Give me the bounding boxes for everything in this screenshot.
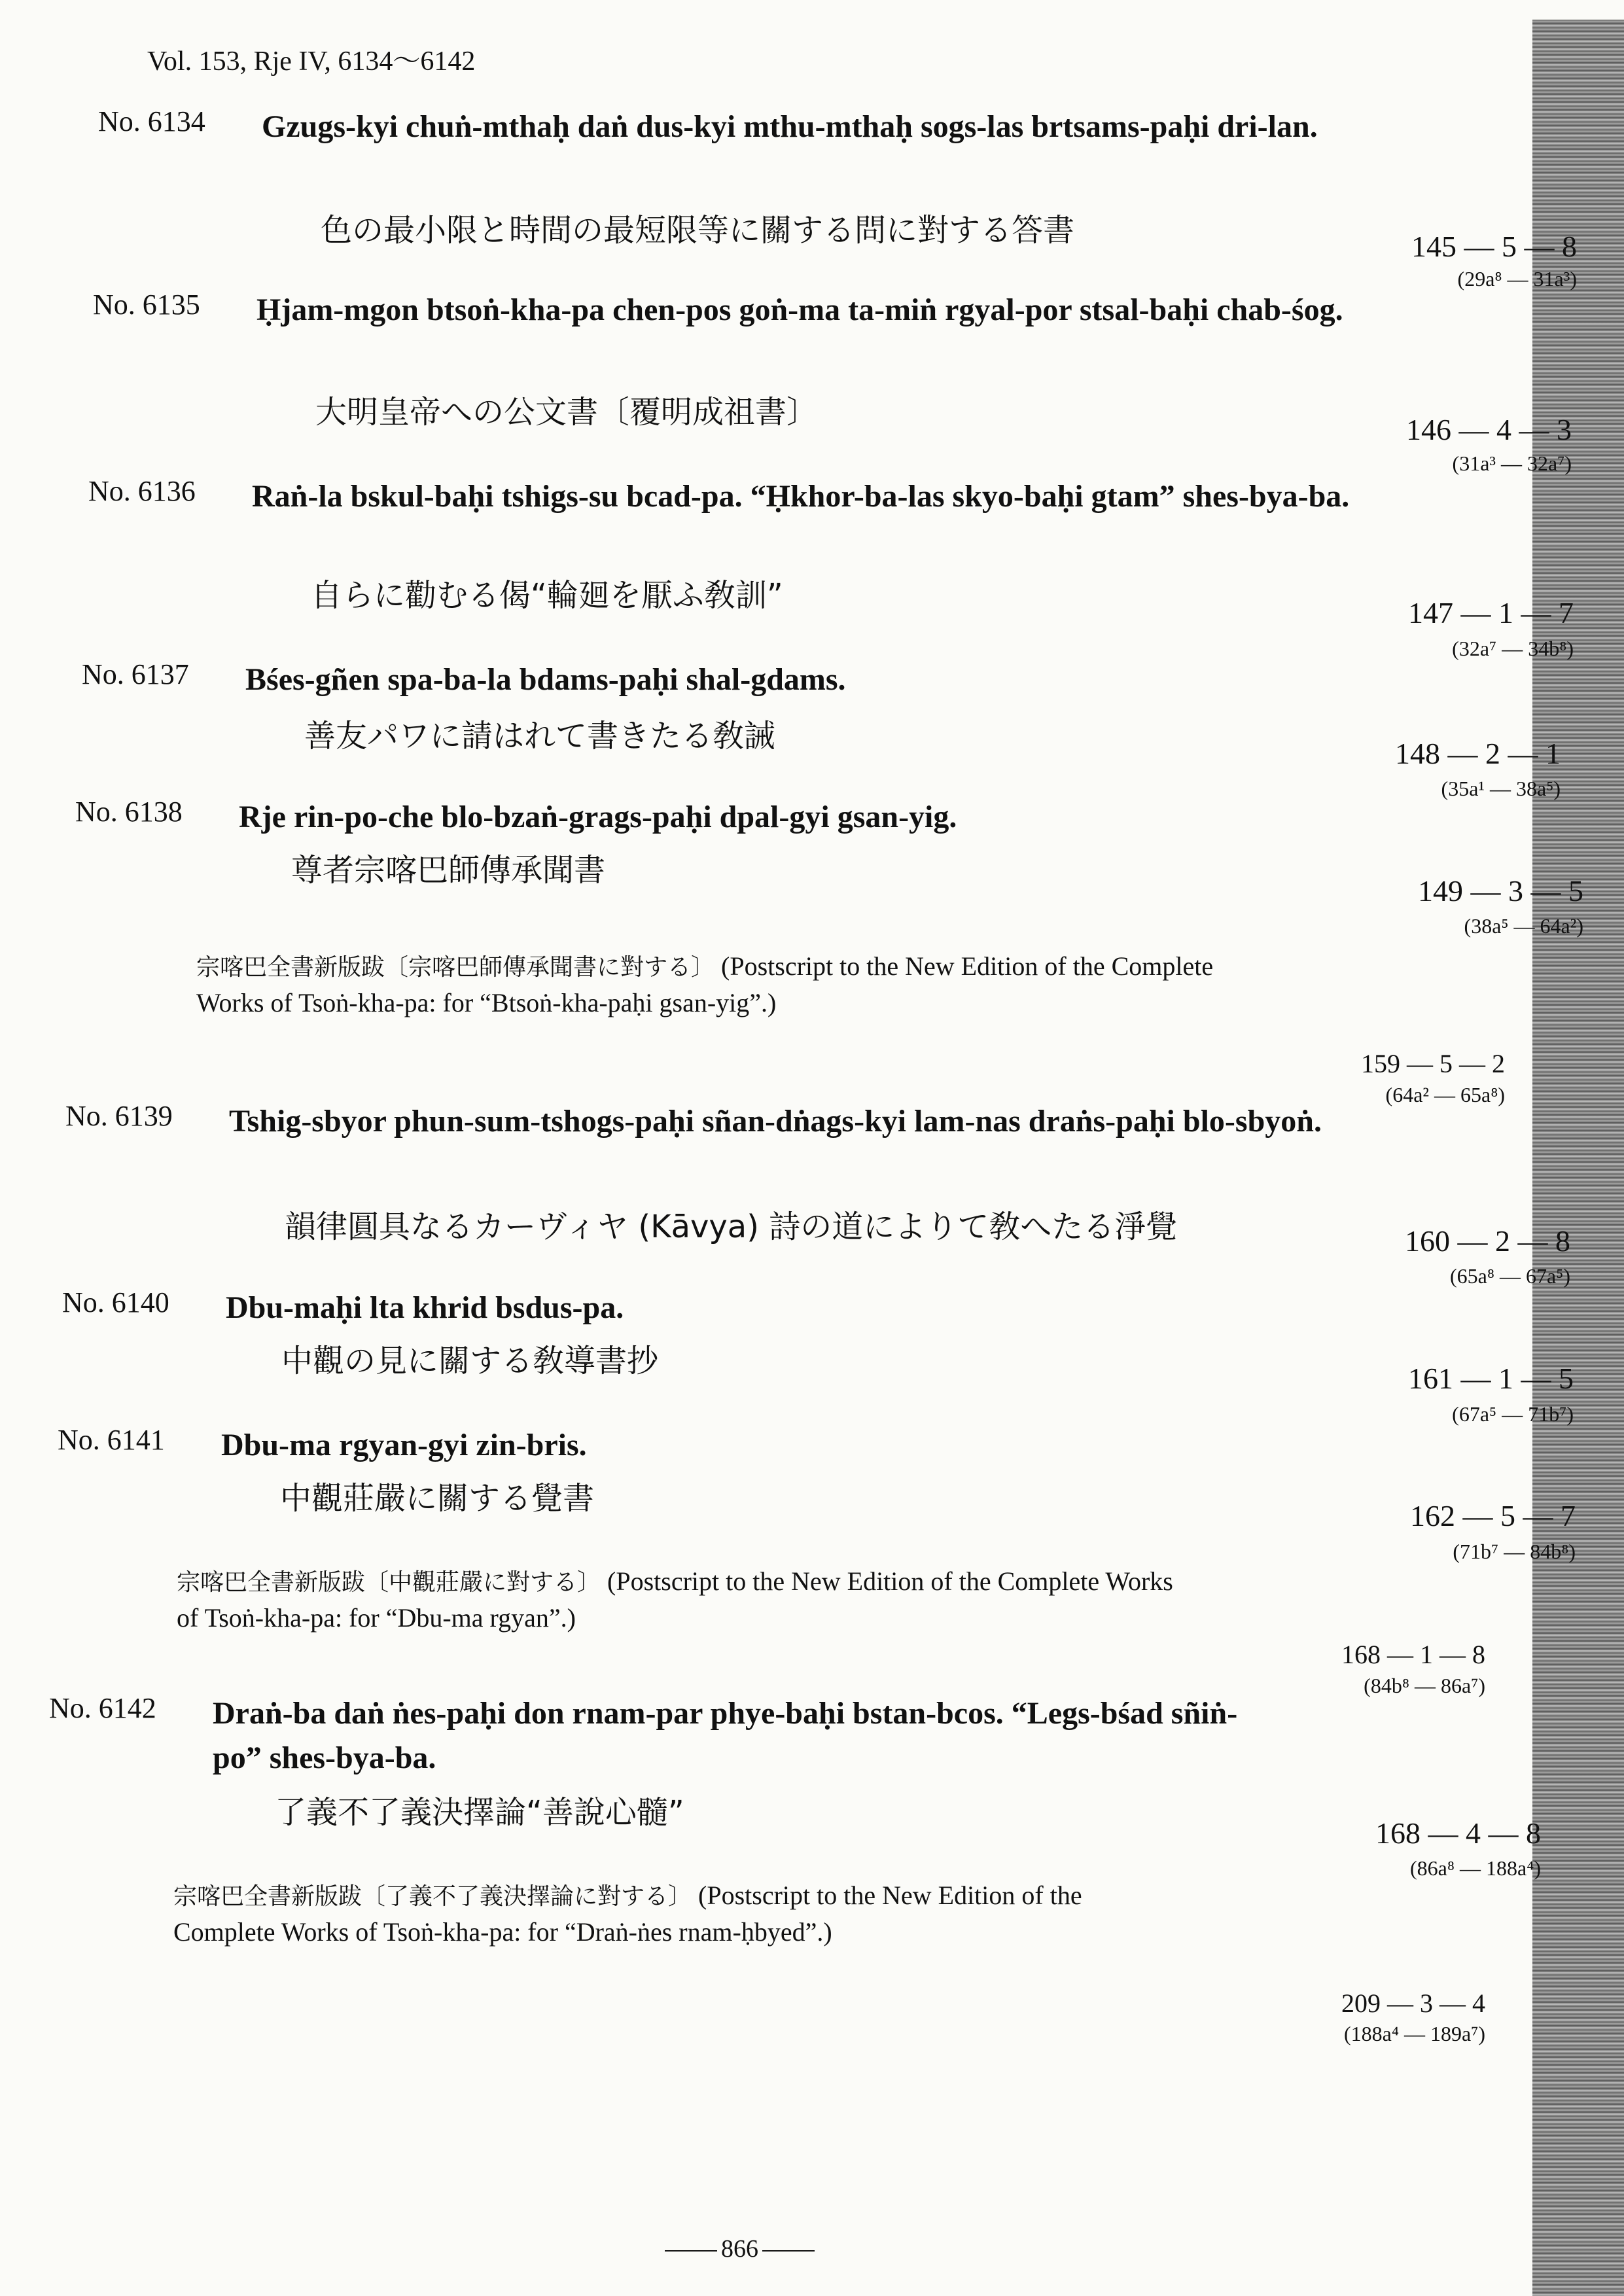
- postscript-pages: (64a² — 65a⁸): [1385, 1083, 1505, 1106]
- entry-ref: 146 — 4 — 3: [1406, 413, 1572, 446]
- entry-pages: (35a¹ — 38a⁵): [1441, 777, 1561, 800]
- footer-dash-right: [762, 2250, 815, 2252]
- entry-number: No. 6139: [65, 1100, 173, 1132]
- entry-title: Draṅ-ba daṅ ṅes-paḥi don rnam-par phye-baḥi bstan-bcos. “Legs-bśad sñiṅ-po” shes-bya-ba.: [213, 1696, 1238, 1775]
- entry-japanese-title: 大明皇帝への公文書〔覆明成祖書〕: [315, 394, 819, 431]
- volume-header: Vol. 153, Rje IV, 6134～6142: [147, 46, 476, 77]
- entry-number: No. 6137: [82, 658, 189, 690]
- postscript-english: (Postscript to the New Edition of the Complete Works of Tsoṅ-kha-pa: for “Dbu-ma rgyan”.): [177, 1566, 1173, 1633]
- entry-title: Dbu-ma rgyan-gyi zin-bris.: [221, 1428, 587, 1462]
- entry-japanese-title: 色の最小限と時間の最短限等に關する問に對する答書: [321, 212, 1075, 249]
- entry-number: No. 6138: [75, 796, 183, 828]
- postscript-ref: 159 — 5 — 2: [1361, 1049, 1505, 1078]
- postscript-japanese: 宗喀巴全書新版跋〔中觀莊嚴に對する〕: [177, 1569, 601, 1596]
- entry-ref: 161 — 1 — 5: [1408, 1362, 1574, 1395]
- entry-title: Ḥjam-mgon btsoṅ-kha-pa chen-pos goṅ-ma ta-miṅ rgyal-por stsal-baḥi chab-śog.: [256, 292, 1343, 327]
- postscript-6138: [196, 949, 1217, 1021]
- entry-number: No. 6141: [58, 1424, 165, 1456]
- entry-number: No. 6135: [93, 289, 200, 321]
- postscript-english: (Postscript to the New Edition of the Complete Works of Tsoṅ-kha-pa: for “Btsoṅ-kha-paḥi gsan-yig”.): [196, 951, 1214, 1017]
- entry-title: Gzugs-kyi chuṅ-mthaḥ daṅ dus-kyi mthu-mthaḥ sogs-las brtsams-paḥi dri-lan.: [262, 109, 1318, 144]
- entry-japanese-title: 善友パワに請はれて書きたる敎誡: [304, 718, 776, 754]
- entry-title: Dbu-maḥi lta khrid bsdus-pa.: [226, 1290, 624, 1325]
- entry-japanese-title: 尊者宗喀巴師傳承聞書: [291, 852, 606, 889]
- entry-japanese-title: 自らに勸むる偈“輪廻を厭ふ敎訓”: [311, 577, 783, 614]
- entry-pages: (71b⁷ — 84b⁸): [1453, 1540, 1576, 1563]
- page-footer: [661, 2234, 819, 2263]
- postscript-pages: (84b⁸ — 86a⁷): [1364, 1674, 1485, 1697]
- entry-title: Tshig-sbyor phun-sum-tshogs-paḥi sñan-dṅags-kyi lam-nas draṅs-paḥi blo-sbyoṅ.: [229, 1104, 1322, 1139]
- entry-pages: (86a⁸ — 188a⁴): [1409, 1856, 1541, 1880]
- postscript-pages: (188a⁴ — 189a⁷): [1343, 2022, 1485, 2045]
- footer-dash-left: [665, 2250, 717, 2252]
- entry-number: No. 6134: [98, 105, 205, 137]
- entry-japanese-title: 韻律圓具なるカーヴィヤ (Kāvya) 詩の道によりて敎へたる淨覺: [285, 1209, 1178, 1245]
- entry-title: Rje rin-po-che blo-bzaṅ-grags-paḥi dpal-gyi gsan-yig.: [239, 800, 957, 834]
- entry-number: No. 6142: [49, 1692, 156, 1724]
- entry-title: Bśes-gñen spa-ba-la bdams-paḥi shal-gdams.: [245, 662, 846, 697]
- postscript-ref: 168 — 1 — 8: [1341, 1640, 1485, 1669]
- entry-ref: 149 — 3 — 5: [1418, 874, 1583, 908]
- scan-edge-shadow: [1532, 20, 1624, 2296]
- entry-pages: (67a⁵ — 71b⁷): [1452, 1402, 1574, 1426]
- entry-pages: (65a⁸ — 67a⁵): [1449, 1264, 1570, 1288]
- entry-ref: 168 — 4 — 8: [1375, 1816, 1541, 1850]
- entry-pages: (32a⁷ — 34b⁸): [1452, 637, 1574, 660]
- entry-title: Raṅ-la bskul-baḥi tshigs-su bcad-pa. “Ḥkhor-ba-las skyo-baḥi gtam” shes-bya-ba.: [252, 479, 1350, 514]
- postscript-english: (Postscript to the New Edition of the Complete Works of Tsoṅ-kha-pa: for “Draṅ-ṅes rnam-ḥbyed”.): [173, 1881, 1082, 1947]
- postscript-6141: [177, 1564, 1197, 1636]
- entry-number: No. 6140: [62, 1286, 169, 1318]
- page-number: 866: [721, 2235, 758, 2263]
- postscript-japanese: 宗喀巴全書新版跋〔宗喀巴師傳承聞書に對する〕: [196, 954, 715, 981]
- entry-number: No. 6136: [88, 475, 196, 507]
- entry-ref: 145 — 5 — 8: [1411, 230, 1577, 263]
- entry-pages: (38a⁵ — 64a²): [1464, 914, 1583, 938]
- entry-ref: 148 — 2 — 1: [1395, 737, 1561, 770]
- entry-ref: 160 — 2 — 8: [1405, 1224, 1570, 1258]
- entry-pages: (31a³ — 32a⁷): [1452, 451, 1572, 475]
- entry-japanese-title: 中觀の見に關する敎導書抄: [281, 1343, 659, 1379]
- postscript-japanese: 宗喀巴全書新版跋〔了義不了義決擇論に對する〕: [173, 1883, 692, 1910]
- entry-japanese-title: 了義不了義決擇論“善說心髓”: [275, 1794, 684, 1831]
- entry-pages: (29a⁸ — 31a³): [1457, 267, 1577, 291]
- postscript-ref: 209 — 3 — 4: [1341, 1988, 1485, 2018]
- postscript-6142: [173, 1878, 1168, 1950]
- entry-japanese-title: 中觀莊嚴に關する覺書: [280, 1480, 595, 1517]
- entry-ref: 162 — 5 — 7: [1410, 1499, 1576, 1532]
- entry-ref: 147 — 1 — 7: [1408, 596, 1574, 629]
